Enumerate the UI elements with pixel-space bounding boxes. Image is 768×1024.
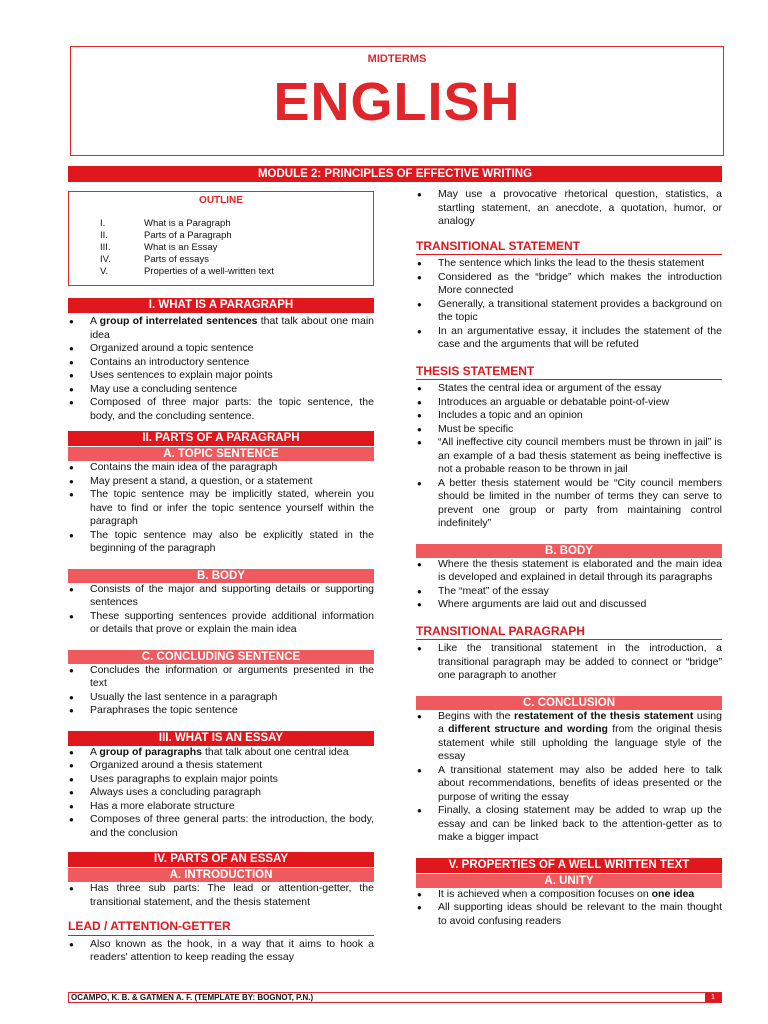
subheading-introduction: A. INTRODUCTION <box>68 868 374 882</box>
section-heading-paragraph: I. WHAT IS A PARAGRAPH <box>68 298 374 313</box>
list-item: ● May present a stand, a question, or a statement <box>68 475 374 489</box>
list-item: ● All supporting ideas should be relevant to the main thought to avoid confusing readers <box>416 901 722 928</box>
list-item: ● Usually the last sentence in a paragraph <box>68 691 374 705</box>
list-item: ● Uses sentences to explain major points <box>68 369 374 383</box>
outline-item <box>69 242 373 254</box>
outline-text: What is an Essay <box>144 242 218 253</box>
list-item: ● Concludes the information or arguments presented in the text <box>68 664 374 691</box>
list-item: ● A transitional statement may also be added here to talk about recommendations, benefits of ideas presented or the purpose of writing the essay <box>416 764 722 805</box>
outline-num: II. <box>100 230 108 241</box>
list-item: ● Has three sub parts: The lead or attention-getter, the transitional statement, and the thesis statement <box>68 882 374 909</box>
list-item: ● Always uses a concluding paragraph <box>68 786 374 800</box>
module-banner: MODULE 2: PRINCIPLES OF EFFECTIVE WRITING <box>68 166 722 182</box>
page-title: ENGLISH <box>273 72 521 132</box>
essay-body-list <box>416 558 722 612</box>
list-item: ● Contains an introductory sentence <box>68 356 374 370</box>
list-item: ● Contains the main idea of the paragraph <box>68 461 374 475</box>
list-item: ● These supporting sentences provide additional information or details that prove or explain the main idea <box>68 610 374 637</box>
list-item: ● Must be specific <box>416 423 722 437</box>
outline-item <box>69 266 373 278</box>
list-item: ● Begins with the restatement of the thesis statement using a different structure and wording from the original thesis statement while still upholding the language style of the essay <box>416 710 722 764</box>
outline-text: What is a Paragraph <box>144 218 231 229</box>
left-column <box>68 191 374 965</box>
list-item: ● Has a more elaborate structure <box>68 800 374 814</box>
subheading-concluding-sentence: C. CONCLUDING SENTENCE <box>68 650 374 664</box>
list-item: ● Introduces an arguable or debatable point-of-view <box>416 396 722 410</box>
list-item: ● States the central idea or argument of the essay <box>416 382 722 396</box>
outline-item <box>69 218 373 230</box>
title-box <box>70 46 724 156</box>
list-item: ● A group of paragraphs that talk about one central idea <box>68 746 374 760</box>
list-item: ● Considered as the “bridge” which makes the introduction More connected <box>416 271 722 298</box>
subheading-conclusion: C. CONCLUSION <box>416 696 722 710</box>
list-item: ● Like the transitional statement in the introduction, a transitional paragraph may be added to connect or “bridge” one paragraph to another <box>416 642 722 683</box>
outline-num: III. <box>100 242 111 253</box>
transitional-paragraph-list <box>416 642 722 683</box>
list-item: ● Finally, a closing statement may be added to wrap up the essay and can be linked back to the attention-getter as to make a bigger impact <box>416 804 722 845</box>
essay-list <box>68 746 374 841</box>
introduction-list <box>68 882 374 909</box>
concluding-list <box>68 664 374 718</box>
list-item: ● Uses paragraphs to explain major points <box>68 773 374 787</box>
outline-num: V. <box>100 266 109 277</box>
subheading-unity: A. UNITY <box>416 874 722 888</box>
list-item: ● May use a provocative rhetorical question, statistics, a startling statement, an anecdote, a quotation, humor, or analogy <box>416 188 722 229</box>
list-item: ● The “meat” of the essay <box>416 585 722 599</box>
transitional-list <box>416 257 722 352</box>
subheading-body: B. BODY <box>68 569 374 583</box>
outline-list <box>69 218 373 278</box>
outline-text: Properties of a well-written text <box>144 266 274 277</box>
subheading-topic-sentence: A. TOPIC SENTENCE <box>68 447 374 461</box>
list-item: ● May use a concluding sentence <box>68 383 374 397</box>
outline-title: OUTLINE <box>199 195 243 206</box>
list-item: ● Where arguments are laid out and discussed <box>416 598 722 612</box>
list-item: ● The topic sentence may also be explicitly stated in the beginning of the paragraph <box>68 529 374 556</box>
list-item: ● Composes of three general parts: the introduction, the body, and the conclusion <box>68 813 374 840</box>
list-item: ● Generally, a transitional statement provides a background on the topic <box>416 298 722 325</box>
unity-list <box>416 888 722 929</box>
paragraph-list <box>68 315 374 423</box>
conclusion-list <box>416 710 722 845</box>
outline-num: I. <box>100 218 106 229</box>
list-item: ● Also known as the hook, in a way that it aims to hook a readers' attention to keep reading the essay <box>68 938 374 965</box>
outline-num: IV. <box>100 254 111 265</box>
list-item: ● A group of interrelated sentences that talk about one main idea <box>68 315 374 342</box>
list-item: ● Where the thesis statement is elaborated and the main idea is developed and explained in detail through its paragraphs <box>416 558 722 585</box>
footer <box>68 992 722 1003</box>
topic-sentence-list <box>68 461 374 556</box>
list-item: ● The sentence which links the lead to the thesis statement <box>416 257 722 271</box>
list-item: ● Includes a topic and an opinion <box>416 409 722 423</box>
right-column <box>416 188 722 928</box>
list-item: ● Organized around a topic sentence <box>68 342 374 356</box>
outline-text: Parts of essays <box>144 254 209 265</box>
list-item: ● Composed of three major parts: the topic sentence, the body, and the concluding sentence. <box>68 396 374 423</box>
lead-list <box>68 938 374 965</box>
thesis-list <box>416 382 722 531</box>
outline-item <box>69 230 373 242</box>
list-item: ● “All ineffective city council members must be thrown in jail” is an example of a bad thesis statement as being ineffective is not a probable reason to be thrown in jail <box>416 436 722 477</box>
list-item: ● Organized around a thesis statement <box>68 759 374 773</box>
section-heading-essay: III. WHAT IS AN ESSAY <box>68 731 374 746</box>
title-subtitle: MIDTERMS <box>367 53 427 65</box>
heading-thesis-statement: THESIS STATEMENT <box>416 365 722 381</box>
lead-continued-list <box>416 188 722 229</box>
outline-text: Parts of a Paragraph <box>144 230 232 241</box>
heading-transitional-statement: TRANSITIONAL STATEMENT <box>416 240 722 256</box>
list-item: ● Consists of the major and supporting details or supporting sentences <box>68 583 374 610</box>
section-heading-parts: II. PARTS OF A PARAGRAPH <box>68 431 374 446</box>
section-heading-properties: V. PROPERTIES OF A WELL WRITTEN TEXT <box>416 858 722 873</box>
subheading-essay-body: B. BODY <box>416 544 722 558</box>
list-item: ● In an argumentative essay, it includes the statement of the case and the arguments that will be refuted <box>416 325 722 352</box>
list-item: ● A better thesis statement would be “City council members should be limited in the number of terms they can serve to prevent one group or party from maintaining control indefinitely” <box>416 477 722 531</box>
list-item: ● Paraphrases the topic sentence <box>68 704 374 718</box>
body-list <box>68 583 374 637</box>
outline-item <box>69 254 373 266</box>
page-number: 1 <box>705 993 721 1002</box>
outline-box <box>68 191 374 286</box>
footer-credits: OCAMPO, K. B. & GATMEN A. F. (TEMPLATE BY: BOGNOT, P.N.) <box>71 993 314 1002</box>
heading-lead: LEAD / ATTENTION-GETTER <box>68 920 374 936</box>
list-item: ● The topic sentence may be implicitly stated, wherein you have to find or infer the topic sentence yourself within the paragraph <box>68 488 374 529</box>
list-item: ● It is achieved when a composition focuses on one idea <box>416 888 722 902</box>
section-heading-parts-essay: IV. PARTS OF AN ESSAY <box>68 852 374 867</box>
heading-transitional-paragraph: TRANSITIONAL PARAGRAPH <box>416 625 722 641</box>
